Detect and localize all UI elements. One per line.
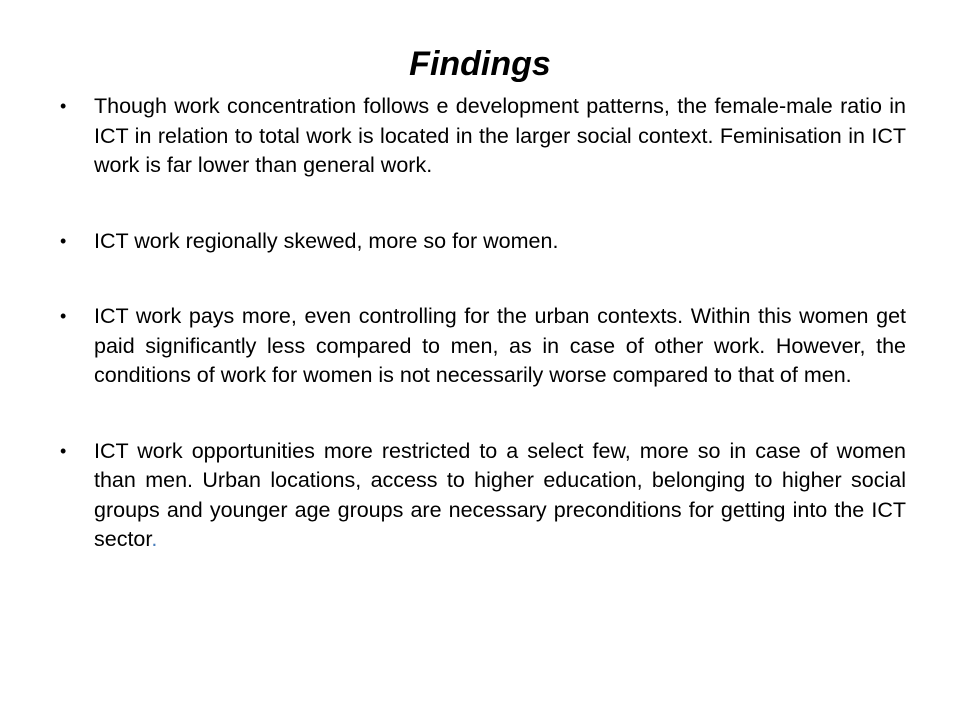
bullet-marker: •	[60, 96, 67, 116]
bullet-text: Though work concentration follows e development patterns, the female-male ratio in ICT in relation to total work is located in the larger social context. Feminisation in ICT work is far lower than general work.	[94, 94, 906, 177]
bullet-text: ICT work pays more, even controlling for the urban contexts. Within this women get paid significantly less compared to men, as in case of other work. However, the conditions of work for women is not necessarily worse compared to that of men.	[94, 304, 906, 387]
slide-title: Findings	[409, 45, 551, 83]
bullet-marker: •	[60, 306, 67, 326]
trailing-period: .	[151, 527, 158, 551]
bullet-text: ICT work opportunities more restricted to a select few, more so in case of women than men. Urban locations, access to higher education, belonging to higher social groups and younger age groups are necessary preconditions for getting into the ICT sector	[94, 438, 906, 551]
bullet-marker: •	[60, 440, 67, 461]
list-item	[60, 437, 906, 555]
bullet-text: ICT work regionally skewed, more so for women.	[94, 228, 559, 253]
list-item	[60, 302, 906, 391]
list-item	[60, 227, 906, 257]
list-item	[60, 92, 906, 181]
bullet-marker: •	[60, 230, 67, 251]
findings-list	[60, 92, 906, 601]
